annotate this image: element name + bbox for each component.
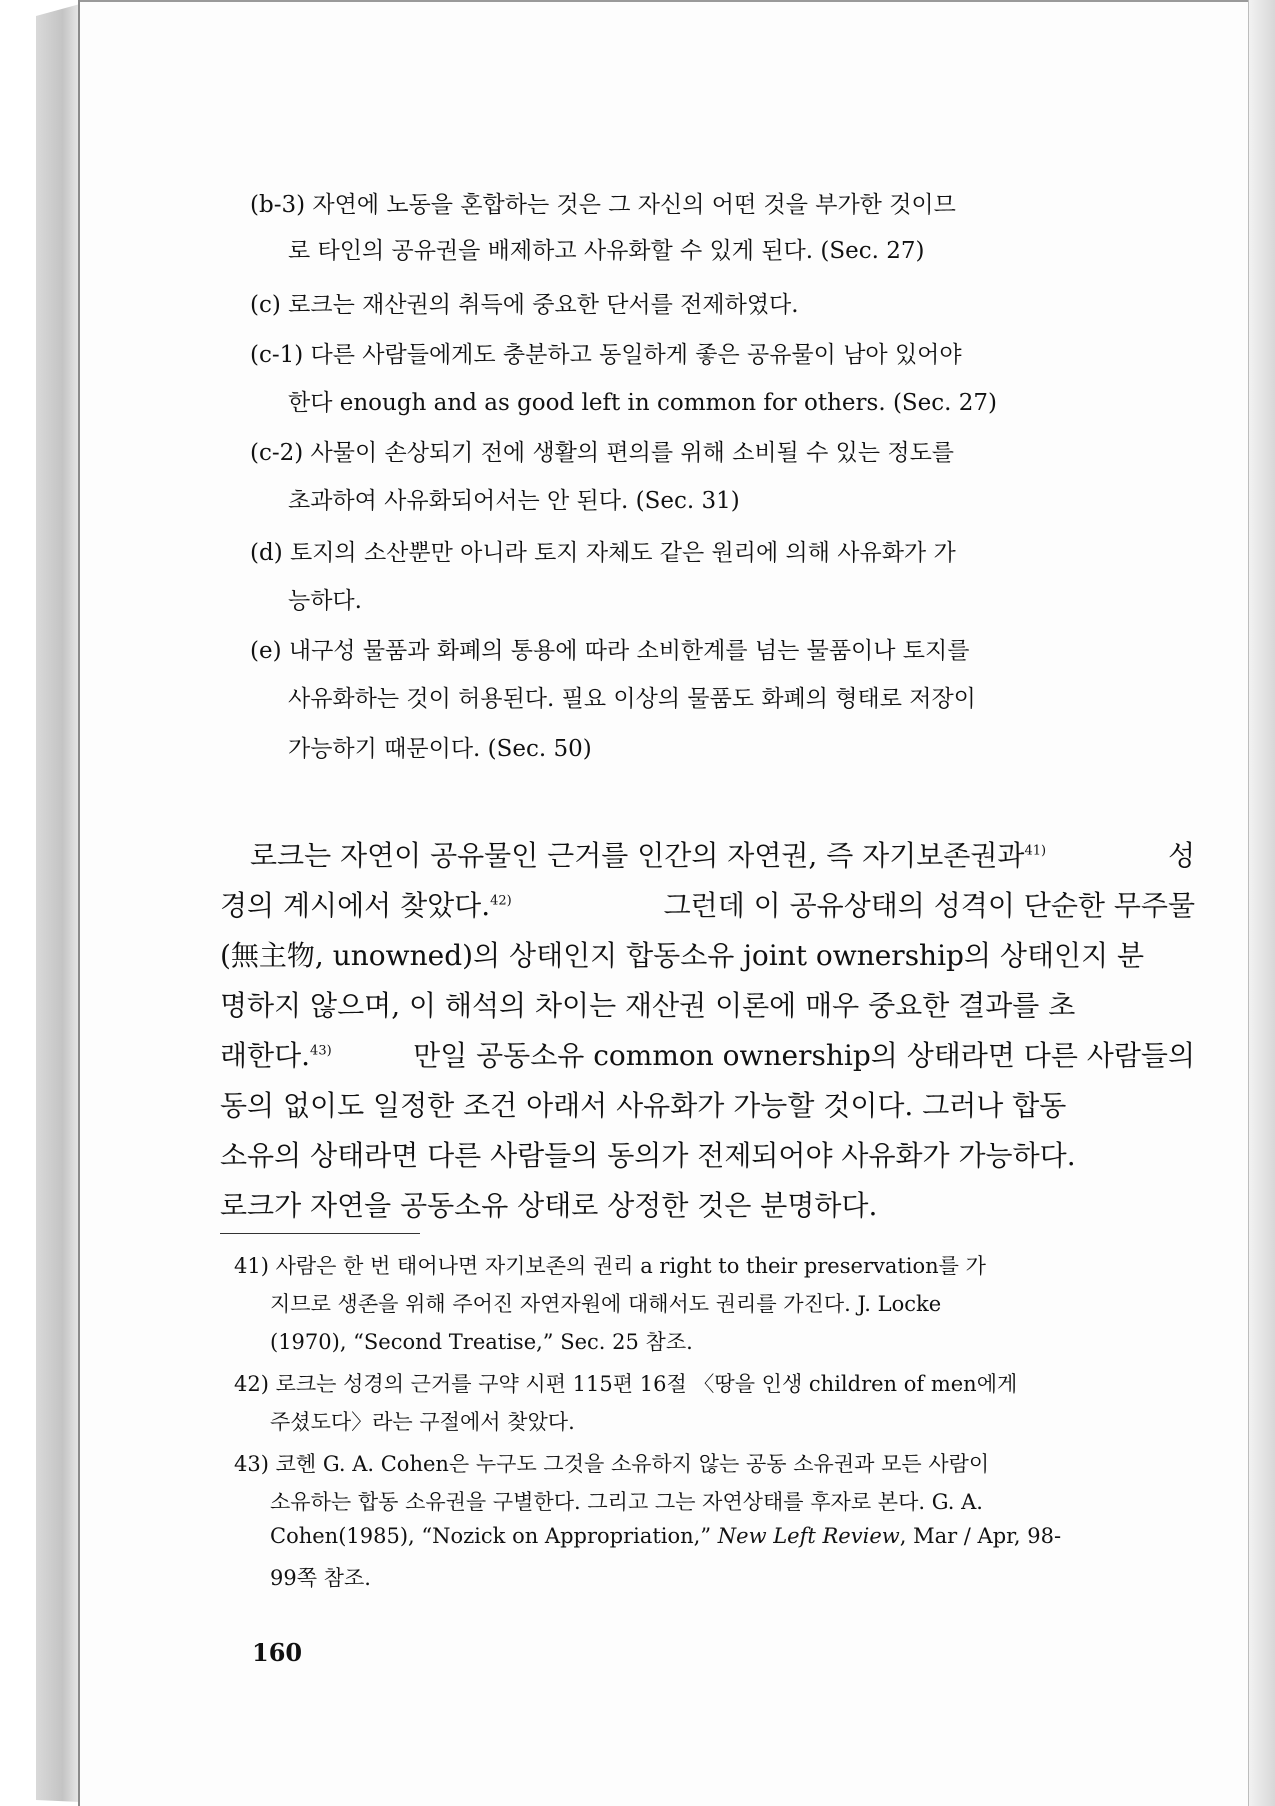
footnote-line: 주셨도다〉라는 구절에서 찾았다. [270, 1410, 575, 1434]
body-text: 성 [1167, 839, 1195, 872]
body-text: 래한다. [220, 1039, 311, 1072]
body-line: 명하지 않으며, 이 해석의 차이는 재산권 이론에 매우 중요한 결과를 초 [220, 989, 1076, 1022]
footnote-line: 99쪽 참조. [270, 1566, 371, 1590]
footnote-separator [220, 1233, 420, 1234]
summary-line: (c-2) 사물이 손상되기 전에 생활의 편의를 위해 소비될 수 있는 정도를 [250, 440, 955, 466]
summary-line: 사유화하는 것이 허용된다. 필요 이상의 물품도 화폐의 형태로 저장이 [288, 686, 976, 712]
footnote-line: 42) 로크는 성경의 근거를 구약 시편 115편 16절 〈땅을 인생 children of men에게 [234, 1372, 1018, 1396]
footnote-ref-43[interactable]: 43) [310, 1043, 332, 1059]
footnote-line: 43) 코헨 G. A. Cohen은 누구도 그것을 소유하지 않는 공동 소유권과 모든 사람이 [234, 1452, 990, 1476]
footnote-ref-42[interactable]: 42) [490, 893, 512, 909]
body-line: 소유의 상태라면 다른 사람들의 동의가 전제되어야 사유화가 가능하다. [220, 1139, 1076, 1172]
footnote-text: Cohen(1985), “Nozick on Appropriation,” [270, 1524, 712, 1548]
summary-line: 로 타인의 공유권을 배제하고 사유화할 수 있게 된다. (Sec. 27) [288, 238, 925, 264]
footnote-line: 소유하는 합동 소유권을 구별한다. 그리고 그는 자연상태를 후자로 본다. G. A. [270, 1490, 983, 1514]
summary-line: (c) 로크는 재산권의 취득에 중요한 단서를 전제하였다. [250, 292, 799, 318]
footnote-ref-41[interactable]: 41) [1024, 843, 1047, 859]
body-line: 로크가 자연을 공동소유 상태로 상정한 것은 분명하다. [220, 1189, 878, 1222]
summary-line: 한다 enough and as good left in common for others. (Sec. 27) [288, 390, 998, 416]
summary-line: (c-1) 다른 사람들에게도 충분하고 동일하게 좋은 공유물이 남아 있어야 [250, 342, 962, 368]
footnote-line [270, 1524, 1195, 1548]
body-text: 만일 공동소유 common ownership의 상태라면 다른 사람들의 [413, 1039, 1195, 1072]
summary-line: 가능하기 때문이다. (Sec. 50) [288, 736, 592, 762]
body-text: 로크는 자연이 공유물인 근거를 인간의 자연권, 즉 자기보존권과 [250, 839, 1025, 872]
summary-line: (d) 토지의 소산뿐만 아니라 토지 자체도 같은 원리에 의해 사유화가 가 [250, 540, 956, 566]
body-text: 그런데 이 공유상태의 성격이 단순한 무주물 [663, 889, 1195, 922]
journal-title: New Left Review [717, 1524, 900, 1548]
page-right-edge [1248, 0, 1275, 1806]
footnote-line: 지므로 생존을 위해 주어진 자연자원에 대해서도 권리를 가진다. J. Locke [270, 1292, 942, 1316]
body-text: 경의 계시에서 찾았다. [220, 889, 491, 922]
book-page [80, 0, 1248, 1806]
summary-line: 능하다. [288, 588, 362, 614]
page-number: 160 [252, 1638, 303, 1667]
footnote-line: (1970), “Second Treatise,” Sec. 25 참조. [270, 1330, 693, 1354]
summary-line: 초과하여 사유화되어서는 안 된다. (Sec. 31) [288, 488, 740, 514]
body-line [220, 884, 1195, 924]
body-line: 동의 없이도 일정한 조건 아래서 사유화가 가능할 것이다. 그러나 합동 [220, 1089, 1067, 1122]
summary-line: (e) 내구성 물품과 화폐의 통용에 따라 소비한계를 넘는 물품이나 토지를 [250, 638, 970, 664]
body-line: (無主物, unowned)의 상태인지 합동소유 joint ownership의 상태인지 분 [220, 939, 1145, 972]
summary-line: (b-3) 자연에 노동을 혼합하는 것은 그 자신의 어떤 것을 부가한 것이므 [250, 192, 956, 218]
footnote-text: , Mar / Apr, 98- [899, 1524, 1062, 1548]
body-line [220, 1034, 1195, 1074]
footnote-line: 41) 사람은 한 번 태어나면 자기보존의 권리 a right to their preservation를 가 [234, 1254, 986, 1278]
body-line [250, 834, 1195, 874]
book-spine-edge [36, 4, 80, 1802]
